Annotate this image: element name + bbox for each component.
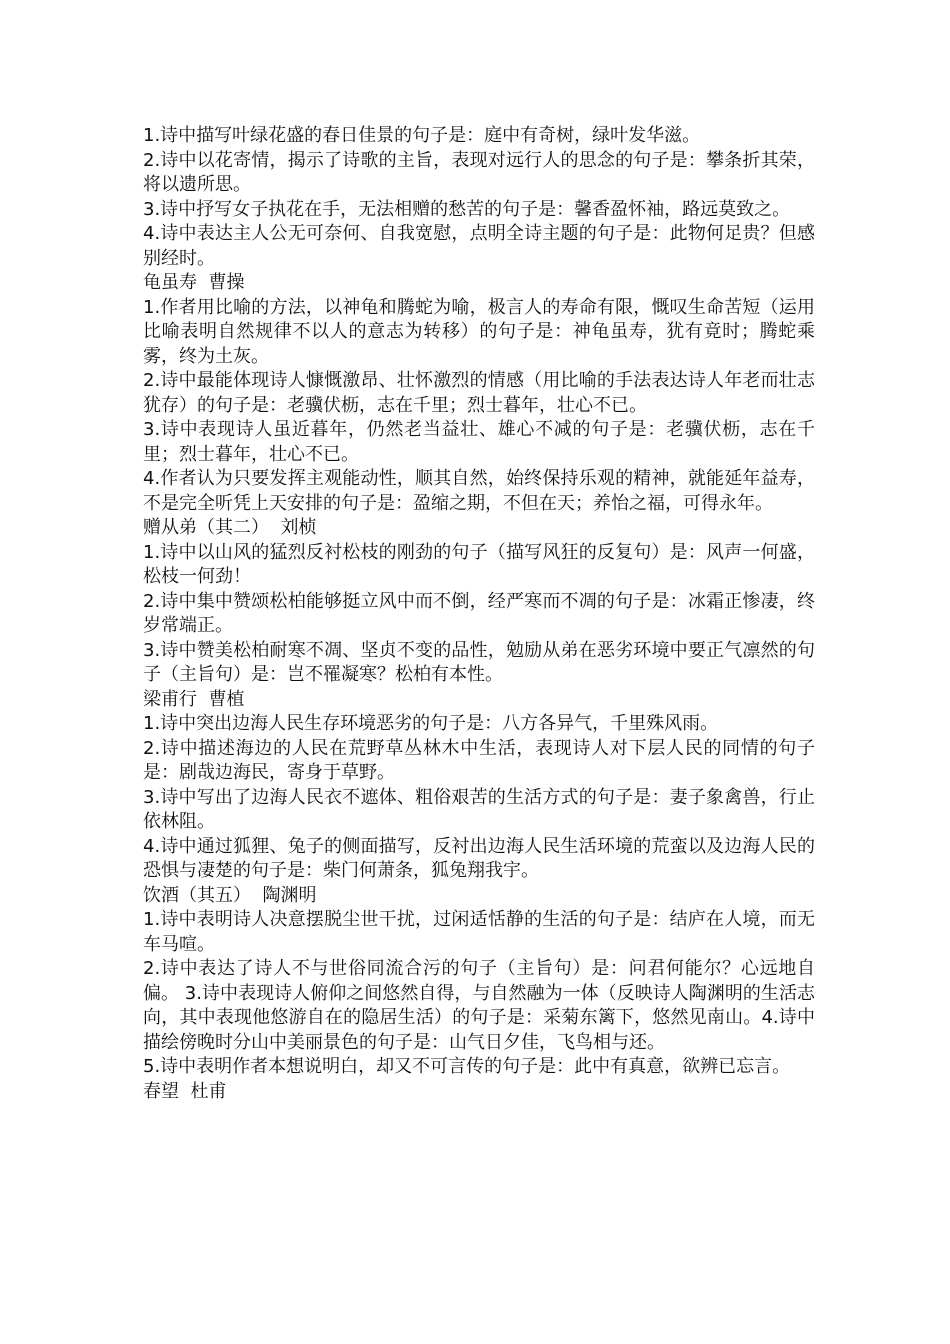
text-line: 2.诗中最能体现诗人慷慨激昂、壮怀激烈的情感（用比喻的手法表达诗人年老而壮志犹存）的句子是：老骥伏枥，志在千里；烈士暮年，壮心不已。 xyxy=(143,370,815,416)
text-line: 1.诗中描写叶绿花盛的春日佳景的句子是：庭中有奇树，绿叶发华滋。 xyxy=(143,125,701,146)
poem-title: 饮酒（其五） 陶渊明 xyxy=(143,884,317,906)
poem-title: 梁甫行 曹植 xyxy=(143,688,245,710)
text-line: 5.诗中表明作者本想说明白，却又不可言传的句子是：此中有真意，欲辨已忘言。 xyxy=(143,1056,791,1077)
text-line: 3.诗中赞美松柏耐寒不凋、坚贞不变的品性，勉励从弟在恶劣环境中要正气凛然的句子（主旨句）是：岂不罹凝寒？松柏有本性。 xyxy=(143,639,815,685)
text-line: 2.诗中表达了诗人不与世俗同流合污的句子（主旨句）是：问君何能尔？心远地自偏。 3.诗中表现诗人俯仰之间悠然自得，与自然融为一体（反映诗人陶渊明的生活志向，其中表现他悠游自在的隐居生活）的句子是：采菊东篱下，悠然见南山。4.诗中描绘傍晚时分山中美丽景色的句子是：山气日夕佳，飞鸟相与还。 xyxy=(143,958,815,1053)
poem-title: 龟虽寿 曹操 xyxy=(143,272,245,293)
text-line: 1.诗中表明诗人决意摆脱尘世干扰，过闲适恬静的生活的句子是：结庐在人境，而无车马喧。 xyxy=(143,909,815,955)
text-line: 3.诗中写出了边海人民衣不遮体、粗俗艰苦的生活方式的句子是：妻子象禽兽，行止依林阻。 xyxy=(143,786,815,832)
text-line: 3.诗中抒写女子执花在手，无法相赠的愁苦的句子是：馨香盈怀袖，路远莫致之。 xyxy=(143,198,791,220)
text-line: 4.诗中表达主人公无可奈何、自我宽慰，点明全诗主题的句子是：此物何足贵？但感别经时。 xyxy=(143,223,815,269)
text-line: 2.诗中以花寄情，揭示了诗歌的主旨，表现对远行人的思念的句子是：攀条折其荣，将以遗所思。 xyxy=(143,149,815,195)
text-line: 1.作者用比喻的方法，以神龟和腾蛇为喻，极言人的寿命有限，慨叹生命苦短（运用比喻表明自然规律不以人的意志为转移）的句子是：神龟虽寿，犹有竟时；腾蛇乘雾，终为土灰。 xyxy=(143,296,815,367)
text-line: 1.诗中突出边海人民生存环境恶劣的句子是：八方各异气，千里殊风雨。 xyxy=(143,713,719,734)
text-line: 4.作者认为只要发挥主观能动性，顺其自然，始终保持乐观的精神，就能延年益寿，不是完全听凭上天安排的句子是：盈缩之期，不但在天；养怡之福，可得永年。 xyxy=(143,468,815,514)
document-body xyxy=(143,124,815,1104)
poem-title: 赠从弟（其二） 刘桢 xyxy=(143,517,317,538)
text-line: 2.诗中描述海边的人民在荒野草丛林木中生活，表现诗人对下层人民的同情的句子是：剧哉边海民，寄身于草野。 xyxy=(143,737,815,783)
text-line: 4.诗中通过狐狸、兔子的侧面描写，反衬出边海人民生活环境的荒蛮以及边海人民的恐惧与凄楚的句子是：柴门何萧条，狐兔翔我宇。 xyxy=(143,835,815,881)
text-line: 1.诗中以山风的猛烈反衬松枝的刚劲的句子（描写风狂的反复句）是：风声一何盛，松枝一何劲！ xyxy=(143,541,815,587)
text-line: 3.诗中表现诗人虽近暮年，仍然老当益壮、雄心不减的句子是：老骥伏枥，志在千里；烈士暮年，壮心不已。 xyxy=(143,419,815,465)
poem-title: 春望 杜甫 xyxy=(143,1080,227,1102)
text-line: 2.诗中集中赞颂松柏能够挺立风中而不倒，经严寒而不凋的句子是：冰霜正惨凄，终岁常端正。 xyxy=(143,590,815,636)
